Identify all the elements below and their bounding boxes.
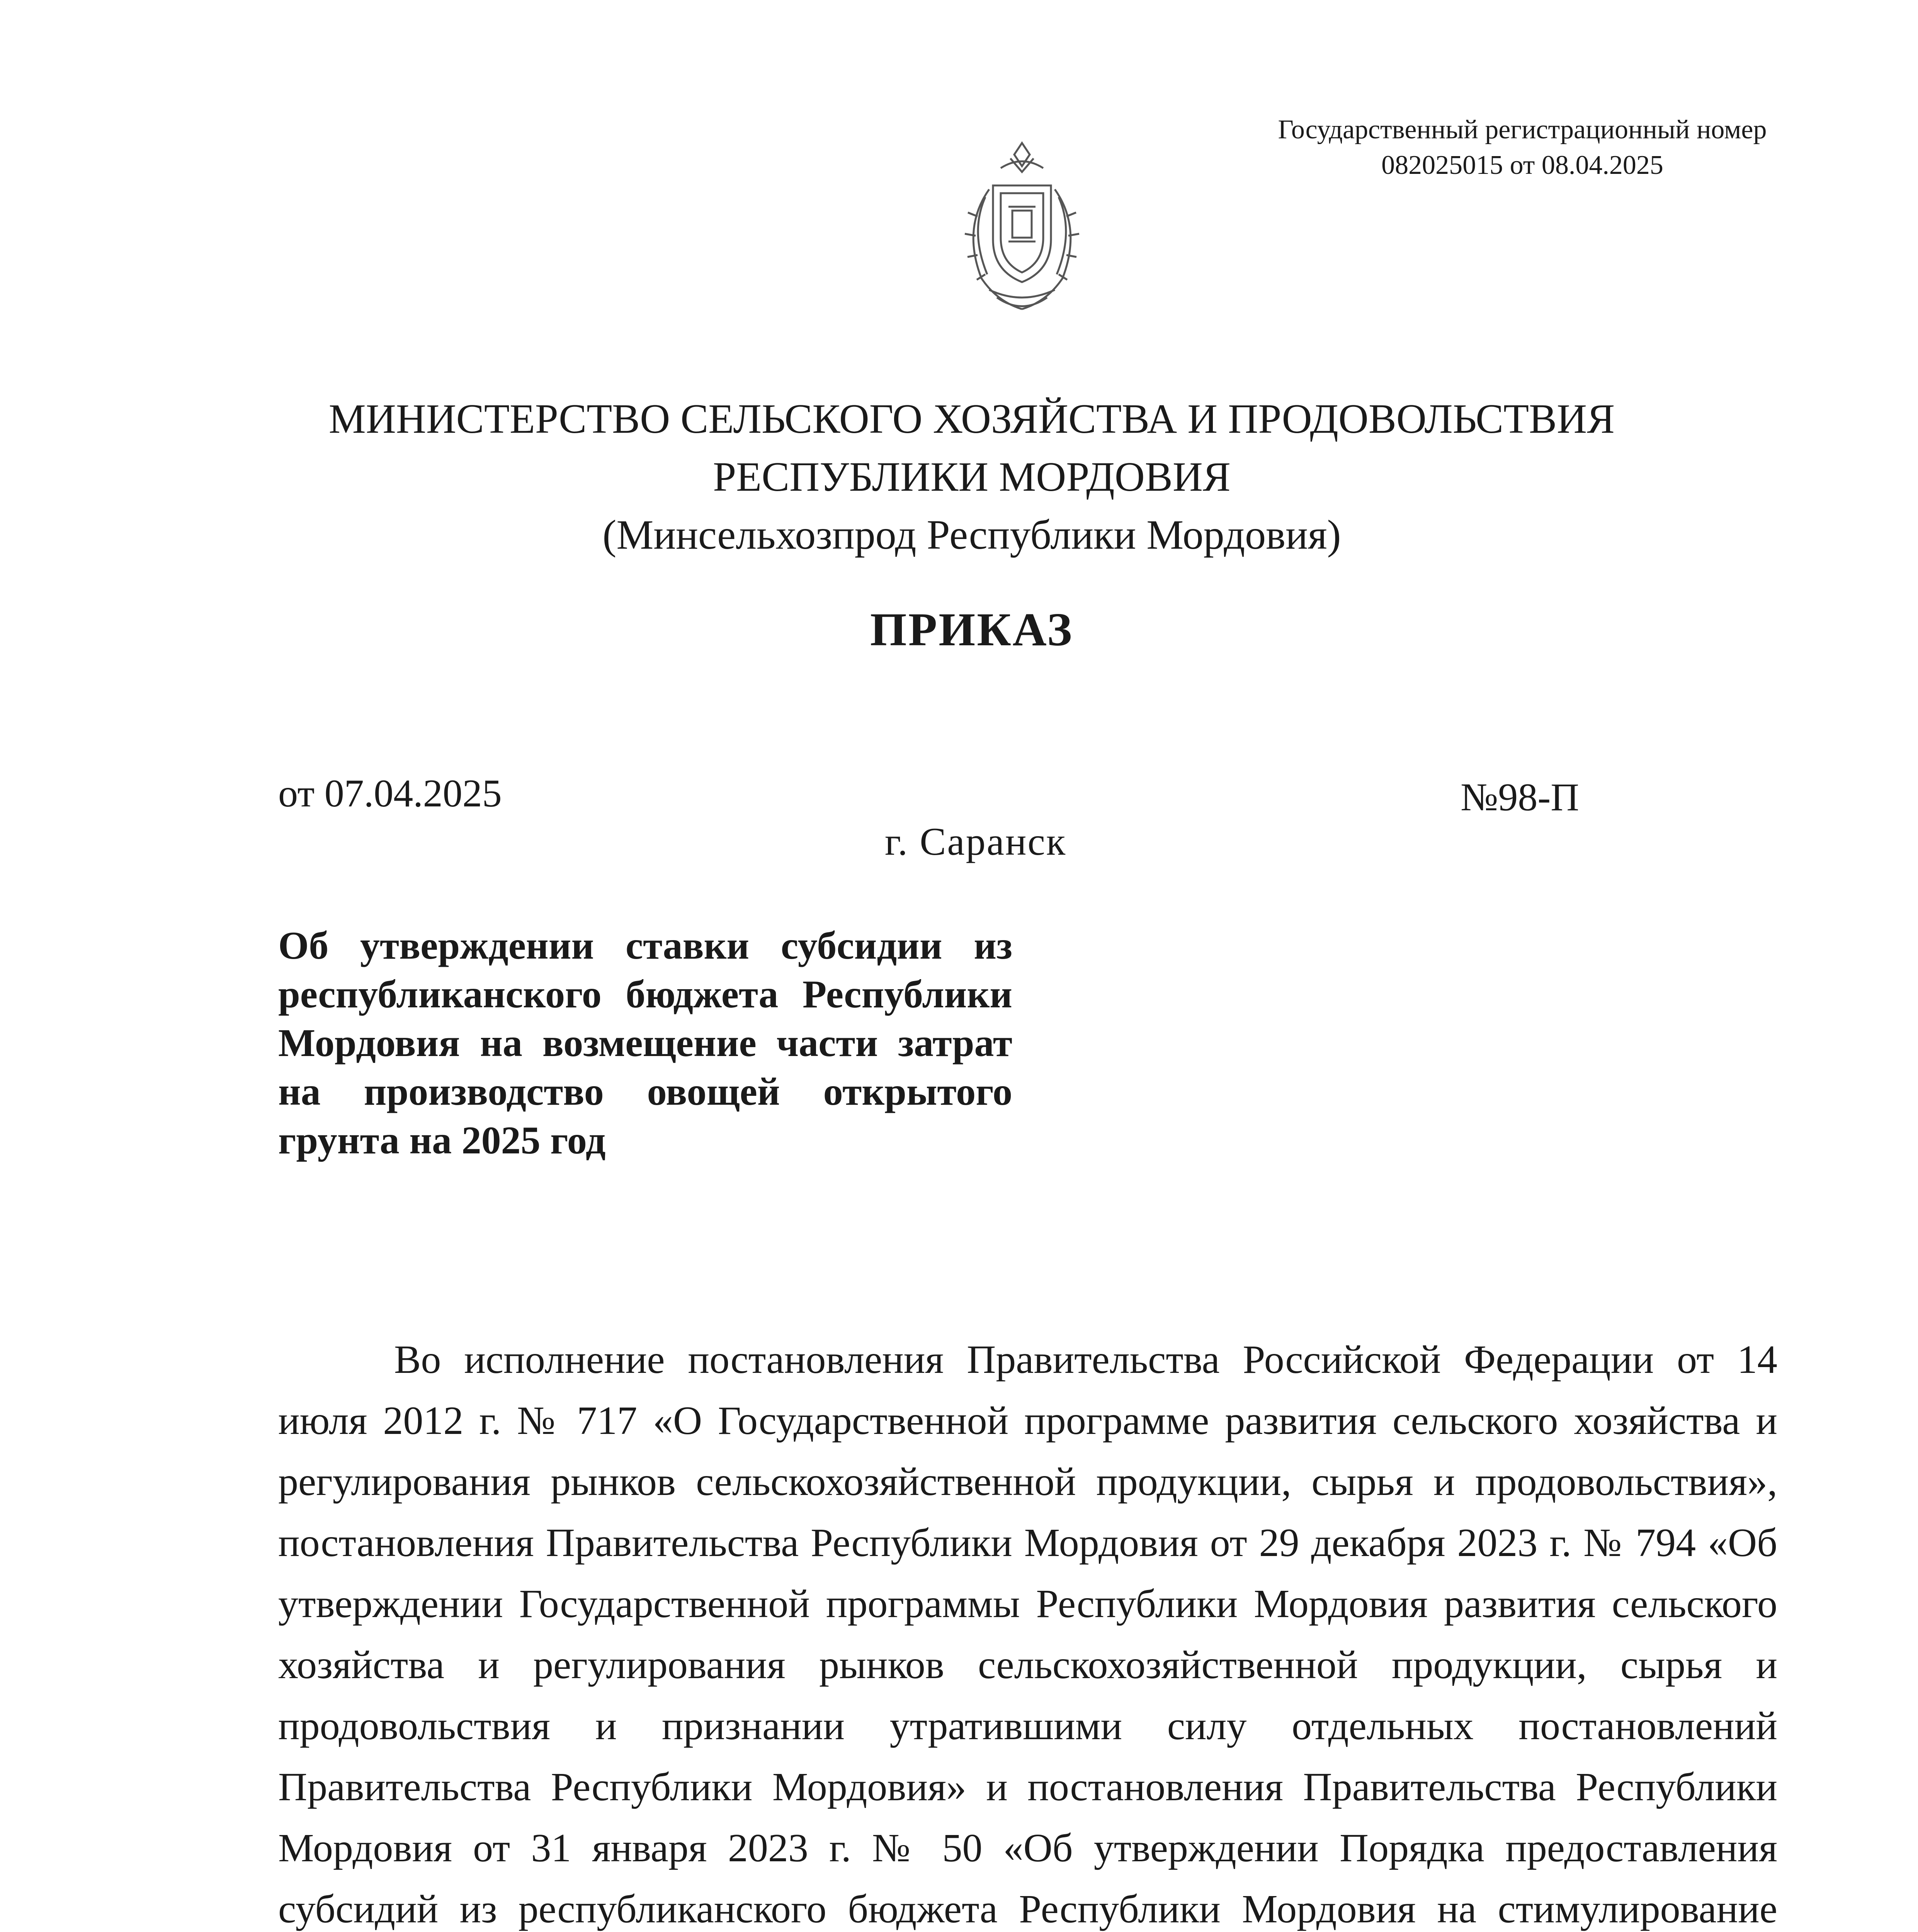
preamble-text: Во исполнение постановления Правительства Российской Федерации от 14 июля 2012 г. № 717 «О Государственной программе развития сельского хозяйства и регулирования рынков сельскохозяйственной продукции, сырья и продовольствия», постановления Правительства Республики Мордовия от 29 декабря 2023 г. № 794 «Об утверждении Государственной программы Республики Мордовия развития сельского хозяйства и регулирования рынков сельскохозяйственной продукции, сырья и продовольствия и признании утратившими силу отдельных постановлений Правительства Республики Мордовия» и постановления Правительства Республики Мордовия от 31 января 2023 г. № 50 «Об утверждении Порядка предоставления субсидий из республиканского бюджета Республики Мордовия на стимулирование [278,1337,1777,1931]
number-value: 98-П [1498,776,1579,819]
ministry-name-line1: МИНИСТЕРСТВО СЕЛЬСКОГО ХОЗЯЙСТВА И ПРОДОВОЛЬСТВИЯ [328,396,1615,442]
preamble-paragraph [278,1329,1777,1932]
date-value: 07.04.2025 [324,772,502,815]
registration-number [1221,112,1824,183]
ministry-short-name: (Минсельхозпрод Республики Мордовия) [602,512,1341,558]
coat-of-arms-icon [947,139,1097,321]
number-label: № [1461,776,1498,819]
ministry-name [232,390,1712,564]
document-type: ПРИКАЗ [870,604,1074,656]
ministry-name-line2: РЕСПУБЛИКИ МОРДОВИЯ [713,454,1231,500]
registration-value: 082025015 от 08.04.2025 [1381,150,1663,180]
document-title: Об утверждении ставки субсидии из республиканского бюджета Республики Мордовия на возмещение части затрат на производство овощей открытого грунта на 2025 год [278,924,1012,1162]
document-number [1461,775,1579,820]
document-city: г. Саранск [885,820,1067,864]
document-body [278,1329,1777,1932]
registration-label: Государственный регистрационный номер [1278,115,1767,145]
document-date [278,771,502,816]
date-prefix: от [278,772,315,815]
